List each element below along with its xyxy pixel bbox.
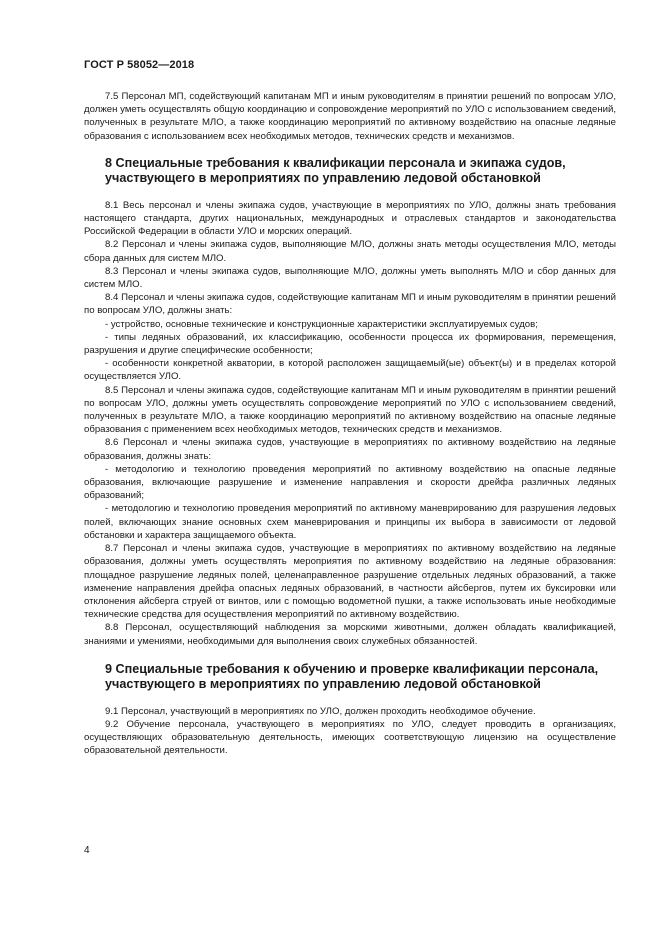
section-9-title: 9 Специальные требования к обучению и проверке квалификации персонала, участвующего в мероприятиях по управлению ледовой обстановкой (105, 661, 599, 692)
paragraph-8-4: 8.4 Персонал и члены экипажа судов, содействующие капитанам МП и иным руководителям в принятии решений по вопросам УЛО, должны знать: (84, 292, 616, 317)
list-item-8-6-b: - методологию и технологию проведения мероприятий по активному маневрированию для разрушения ледовых полей, включающих знание основных схем маневрирования и принципы их выбора в зависимости от ледовой обстановки и характера защищаемого объекта. (84, 503, 616, 541)
paragraph-8-3: 8.3 Персонал и члены экипажа судов, выполняющие МЛО, должны уметь выполнять МЛО и сбор данных для систем МЛО. (84, 265, 616, 291)
list-item-8-6-a: - методологию и технологию проведения мероприятий по активному воздействию на опасные ледяные образования, включающие разрушение и изменение направления и скорости дрейфа различных ледяных образований; (84, 463, 616, 502)
list-item-8-4-a: - устройство, основные технические и конструкционные характеристики эксплуатируемых судов; (105, 318, 538, 330)
document-body (84, 90, 616, 758)
paragraph-8-7: 8.7 Персонал и члены экипажа судов, участвующие в мероприятиях по активному воздействию на ледяные образования, должны уметь осуществлять мероприятия по активному воздействию на ледяные образования: площадное разрушение ледяных полей, целенаправленное разрушение отдельных ледяных образований, а также изменение направления дрейфа опасных ледяных образований, в частности айсбергов, путем их буксировки или отклонения айсберга струей от винтов, или с помощью водометной пушки, а также использовать иные необходимые технические средства для осуществления мероприятий по активному воздействию. (84, 543, 616, 621)
paragraph-8-5: 8.5 Персонал и члены экипажа судов, содействующие капитанам МП и иным руководителям в принятии решений по вопросам УЛО, должны уметь осуществлять сопровождение мероприятий по УЛО с использованием сведений, полученных в результате МЛО, а также координацию мероприятий по активному воздействию на опасные ледяные образования с применением всех необходимых методов, технических средств и механизмов. (84, 384, 616, 436)
list-item-8-4-c: - особенности конкретной акватории, в которой расположен защищаемый(ые) объект(ы) и в пределах которой осуществляется УЛО. (84, 358, 616, 383)
paragraph-8-1: 8.1 Весь персонал и члены экипажа судов, участвующие в мероприятиях по УЛО, должны знать требования настоящего стандарта, других национальных, международных и отраслевых стандартов и законодательства Российской Федерации в области УЛО и морских операций. (84, 199, 616, 238)
section-8-title: 8 Специальные требования к квалификации персонала и экипажа судов, участвующего в мероприятиях по управлению ледовой обстановкой (105, 155, 566, 186)
document-id-header: ГОСТ Р 58052—2018 (84, 59, 195, 71)
page-number: 4 (84, 845, 90, 856)
list-item-8-4-b: - типы ледяных образований, их классификацию, особенности процесса их формирования, перемещения, разрушения и другие специфические особенности; (84, 331, 616, 357)
paragraph-8-2: 8.2 Персонал и члены экипажа судов, выполняющие МЛО, должны знать методы осуществления МЛО, методы сбора данных для систем МЛО. (84, 239, 616, 264)
paragraph-8-6: 8.6 Персонал и члены экипажа судов, участвующие в мероприятиях по активному воздействию на ледяные образования, должны знать: (84, 437, 616, 462)
paragraph-9-2: 9.2 Обучение персонала, участвующего в мероприятиях по УЛО, следует проводить в организациях, осуществляющих образовательную деятельность, имеющих соответствующую лицензию на осуществление образовательной деятельности. (84, 718, 616, 757)
paragraph-8-8: 8.8 Персонал, осуществляющий наблюдения за морскими животными, должен обладать квалификацией, знаниями и умениями, необходимыми для выполнения своих служебных обязанностей. (84, 622, 616, 647)
paragraph-9-1: 9.1 Персонал, участвующий в мероприятиях по УЛО, должен проходить необходимое обучение. (105, 705, 536, 717)
paragraph-7-5: 7.5 Персонал МП, содействующий капитанам МП и иным руководителям в принятии решений по вопросам УЛО, должен уметь осуществлять общую координацию и сопровождение мероприятий по УЛО с использованием сведений, полученных в результате МЛО, а также координацию мероприятий по активному воздействию на опасные ледяные образования с использованием всех необходимых методов, технических средств и механизмов. (84, 91, 616, 142)
